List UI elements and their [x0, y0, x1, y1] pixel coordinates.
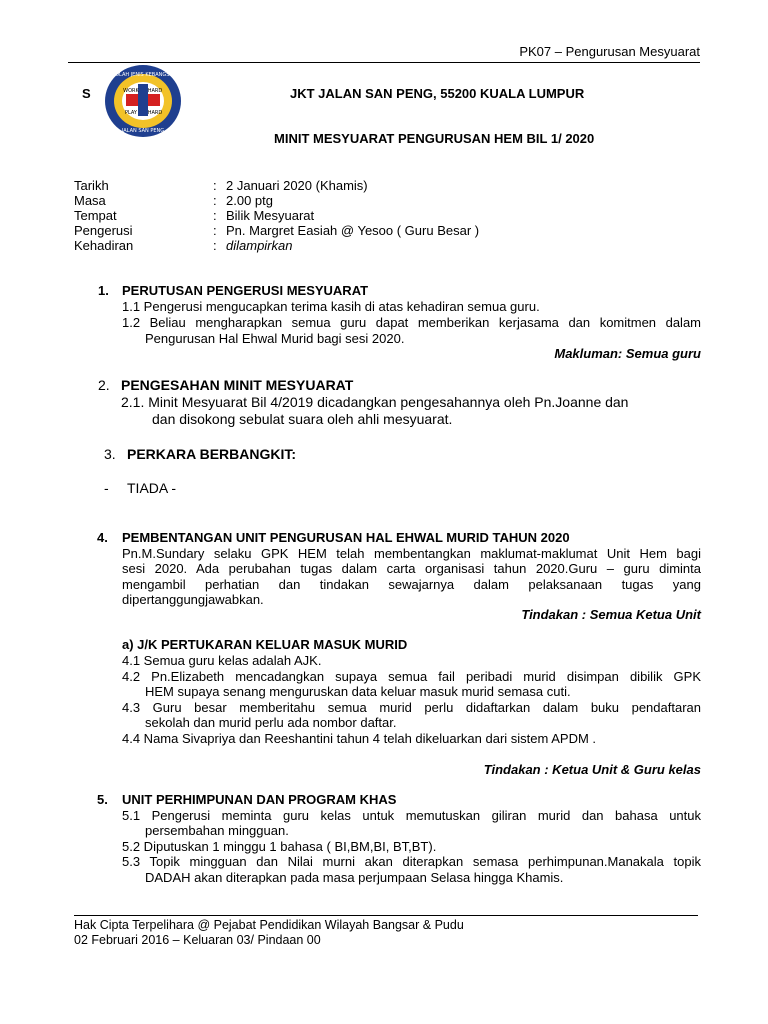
section-3-number: 3.	[104, 446, 116, 462]
subsection-4a-item: 4.1 Semua guru kelas adalah AJK.	[122, 653, 322, 668]
meta-value: Bilik Mesyuarat	[226, 208, 315, 223]
subsection-4a-item-cont: sekolah dan murid perlu ada nombor daftar.	[145, 715, 397, 730]
subsection-4a-action: Tindakan : Ketua Unit & Guru kelas	[483, 762, 701, 777]
section-4-paragraph-line: dipertanggungjawabkan.	[122, 592, 264, 607]
subsection-4a-item: 4.4 Nama Sivapriya dan Reeshantini tahun 4 telah dikeluarkan dari sistem APDM .	[122, 731, 597, 746]
header-letter: S	[82, 86, 91, 101]
section-1-item-cont: Pengurusan Hal Ehwal Murid bagi sesi 2020.	[145, 331, 405, 346]
section-1-number: 1.	[98, 283, 109, 298]
svg-text:HARD: HARD	[147, 110, 163, 116]
meta-label: Tempat	[74, 208, 117, 223]
svg-text:WORK: WORK	[123, 88, 139, 94]
meta-colon: :	[213, 208, 217, 223]
section-2-item: 2.1. Minit Mesyuarat Bil 4/2019 dicadangkan pengesahannya oleh Pn.Joanne dan	[121, 394, 629, 410]
document-code: PK07 – Pengurusan Mesyuarat	[519, 44, 700, 59]
subsection-4a-item-cont: HEM supaya senang menguruskan data keluar masuk murid semasa cuti.	[145, 684, 571, 699]
section-2-number: 2.	[98, 377, 110, 393]
meta-label: Pengerusi	[74, 223, 133, 238]
section-4-paragraph-line: Pn.M.Sundary selaku GPK HEM telah membentangkan maklumat-maklumat Unit Hem bagi	[122, 546, 701, 561]
section-2-item-cont: dan disokong sebulat suara oleh ahli mesyuarat.	[152, 411, 453, 427]
meta-colon: :	[213, 238, 217, 253]
section-5-item-cont: persembahan mingguan.	[145, 823, 289, 838]
footer-copyright: Hak Cipta Terpelihara @ Pejabat Pendidikan Wilayah Bangsar & Pudu	[74, 918, 464, 932]
section-4-action: Tindakan : Semua Ketua Unit	[521, 607, 701, 622]
section-5-item: 5.1 Pengerusi meminta guru kelas untuk memutuskan giliran murid dan bahasa untuk	[122, 808, 701, 823]
svg-text:SEKOLAH JENIS KEBANGSAAN: SEKOLAH JENIS KEBANGSAAN	[105, 72, 181, 78]
section-4-paragraph-line: sesi 2020. Ada perubahan tugas dalam carta organisasi tahun 2020.Guru – guru diminta	[122, 561, 701, 576]
section-3-title: PERKARA BERBANGKIT:	[127, 446, 297, 462]
meta-colon: :	[213, 223, 217, 238]
svg-text:PLAY: PLAY	[124, 110, 138, 116]
section-4-paragraph-line: mengambil perhatian dan tindakan sewajarnya dalam pelaksanaan tugas yang	[122, 577, 701, 592]
section-3-item: TIADA -	[127, 480, 177, 496]
section-4-title: PEMBENTANGAN UNIT PENGURUSAN HAL EHWAL MURID TAHUN 2020	[122, 530, 570, 545]
school-name: JKT JALAN SAN PENG, 55200 KUALA LUMPUR	[290, 86, 585, 101]
section-1-item: 1.1 Pengerusi mengucapkan terima kasih di atas kehadiran semua guru.	[122, 299, 540, 314]
section-1-title: PERUTUSAN PENGERUSI MESYUARAT	[122, 283, 369, 298]
subsection-4a-item: 4.3 Guru besar memberitahu semua murid perlu didaftarkan dalam buku pendaftaran	[122, 700, 701, 715]
section-5-item: 5.2 Diputuskan 1 minggu 1 bahasa ( BI,BM,BI, BT,BT).	[122, 839, 437, 854]
header-rule	[68, 62, 700, 63]
section-5-title: UNIT PERHIMPUNAN DAN PROGRAM KHAS	[122, 792, 397, 807]
subsection-4a-title: a) J/K PERTUKARAN KELUAR MASUK MURID	[122, 637, 408, 652]
section-4-number: 4.	[97, 530, 108, 545]
meta-label: Tarikh	[74, 178, 109, 193]
school-crest-logo	[104, 64, 182, 138]
section-5-item-cont: DADAH akan diterapkan pada masa perjumpaan Selasa hingga Khamis.	[145, 870, 564, 885]
section-5-number: 5.	[97, 792, 108, 807]
svg-text:JALAN SAN PENG: JALAN SAN PENG	[121, 128, 165, 134]
section-1-item: 1.2 Beliau mengharapkan semua guru dapat memberikan kerjasama dan komitmen dalam	[122, 315, 701, 330]
document-title: MINIT MESYUARAT PENGURUSAN HEM BIL 1/ 2020	[274, 131, 595, 146]
meta-colon: :	[213, 193, 217, 208]
section-5-item: 5.3 Topik mingguan dan Nilai murni akan diterapkan semasa perhimpunan.Manakala topik	[122, 854, 701, 869]
meta-colon: :	[213, 178, 217, 193]
footer-version: 02 Februari 2016 – Keluaran 03/ Pindaan 00	[74, 933, 321, 947]
meta-label: Masa	[74, 193, 106, 208]
subsection-4a-item: 4.2 Pn.Elizabeth mencadangkan supaya semua fail peribadi murid disimpan dibilik GPK	[122, 669, 701, 684]
meta-value: 2 Januari 2020 (Khamis)	[226, 178, 368, 193]
meta-label: Kehadiran	[74, 238, 134, 253]
section-1-action: Makluman: Semua guru	[554, 346, 701, 361]
section-3-dash: -	[104, 480, 109, 496]
meta-value: dilampirkan	[226, 238, 293, 253]
svg-text:HARD: HARD	[147, 88, 163, 94]
meta-value: 2.00 ptg	[226, 193, 273, 208]
footer-rule	[74, 915, 698, 916]
meta-value: Pn. Margret Easiah @ Yesoo ( Guru Besar )	[226, 223, 480, 238]
section-2-title: PENGESAHAN MINIT MESYUARAT	[121, 377, 354, 393]
